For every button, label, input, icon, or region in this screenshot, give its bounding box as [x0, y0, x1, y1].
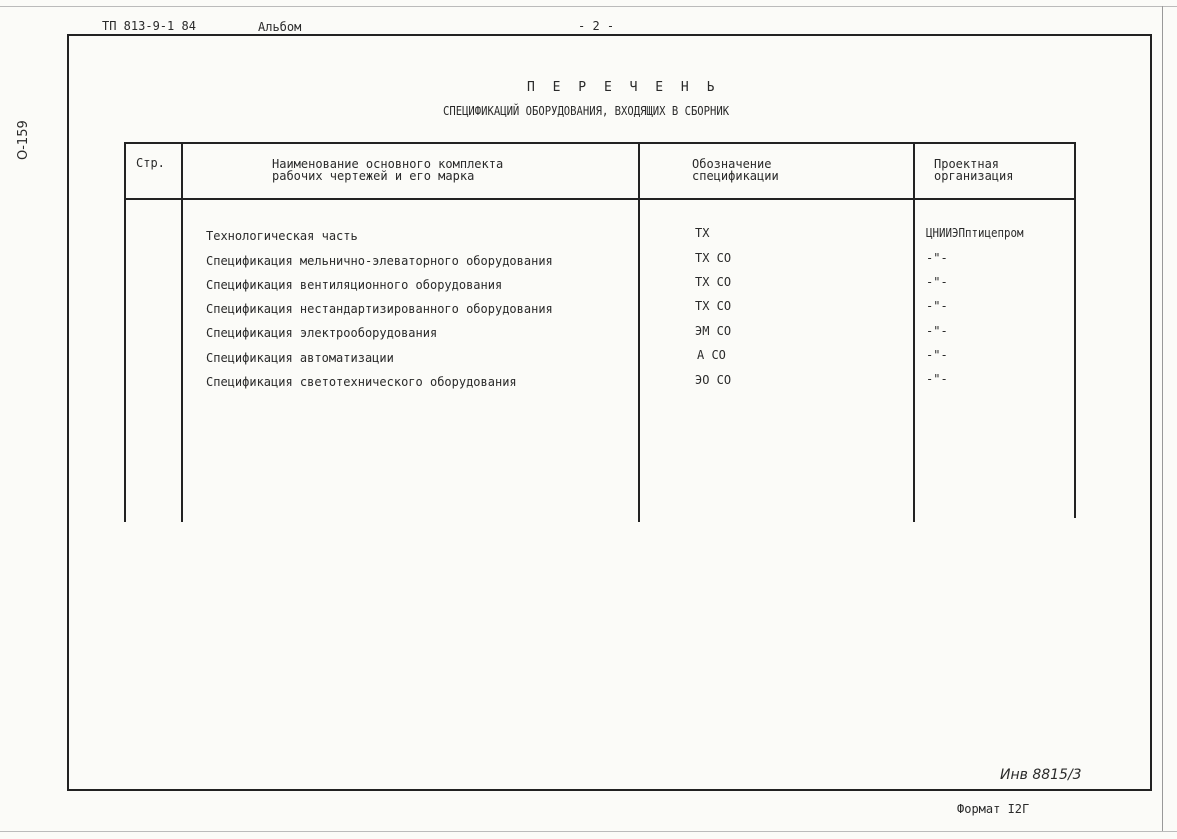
row-code: ТХ СО: [695, 275, 732, 289]
row-code: ЭМ СО: [695, 324, 732, 338]
column-divider-code: [913, 142, 915, 522]
row-name: Спецификация нестандартизированного оборудования: [206, 302, 553, 316]
table-right-border: [1074, 142, 1076, 518]
row-org: -"-: [926, 299, 948, 313]
column-header-code-line2: спецификации: [692, 169, 779, 183]
document-subtitle: СПЕЦИФИКАЦИЙ ОБОРУДОВАНИЯ, ВХОДЯЩИХ В СБОРНИК: [443, 104, 730, 118]
table-header-border: [124, 198, 1076, 200]
page-number: - 2 -: [578, 19, 615, 33]
drawing-frame: [67, 34, 1152, 791]
table-top-border: [124, 142, 1076, 144]
column-divider-name: [638, 142, 640, 522]
column-header-code-line1: Обозначение: [692, 157, 772, 171]
format-label: Формат I2Г: [957, 802, 1030, 816]
row-name: Спецификация мельнично-элеваторного оборудования: [206, 254, 553, 268]
row-code: А СО: [697, 348, 726, 362]
outer-border-top: [0, 6, 1177, 7]
column-header-org-line2: организация: [934, 169, 1014, 183]
inventory-number: Инв 8815/3: [1000, 767, 1082, 783]
row-org: ЦНИИЭПптицепром: [926, 226, 1024, 240]
row-name: Спецификация светотехнического оборудования: [206, 375, 517, 389]
row-org: -"-: [926, 251, 948, 265]
row-name: Спецификация электрооборудования: [206, 326, 438, 340]
album-label: Альбом: [258, 20, 302, 34]
column-header-name-line2: рабочих чертежей и его марка: [272, 169, 475, 183]
column-header-page: Стр.: [136, 156, 165, 170]
column-divider-page: [181, 142, 183, 522]
row-code: ТХ СО: [695, 251, 732, 265]
table-left-border: [124, 142, 126, 522]
document-title: П Е Р Е Ч Е Н Ь: [527, 80, 720, 95]
column-header-name-line1: Наименование основного комплекта: [272, 157, 504, 171]
row-org: -"-: [926, 348, 948, 362]
outer-border-right: [1162, 6, 1163, 832]
row-code: ТХ СО: [695, 299, 732, 313]
row-name: Технологическая часть: [206, 229, 358, 243]
row-code: ЭО СО: [695, 373, 732, 387]
row-org: -"-: [926, 372, 948, 386]
row-name: Спецификация автоматизации: [206, 351, 394, 365]
row-org: -"-: [926, 275, 948, 289]
row-org: -"-: [926, 324, 948, 338]
row-name: Спецификация вентиляционного оборудования: [206, 278, 503, 292]
column-header-org-line1: Проектная: [934, 157, 1000, 171]
side-label: О-159: [16, 120, 31, 160]
outer-border-bottom: [0, 831, 1177, 832]
row-code: ТХ: [695, 226, 710, 240]
doc-code: ТП 813-9-1 84: [102, 19, 196, 33]
